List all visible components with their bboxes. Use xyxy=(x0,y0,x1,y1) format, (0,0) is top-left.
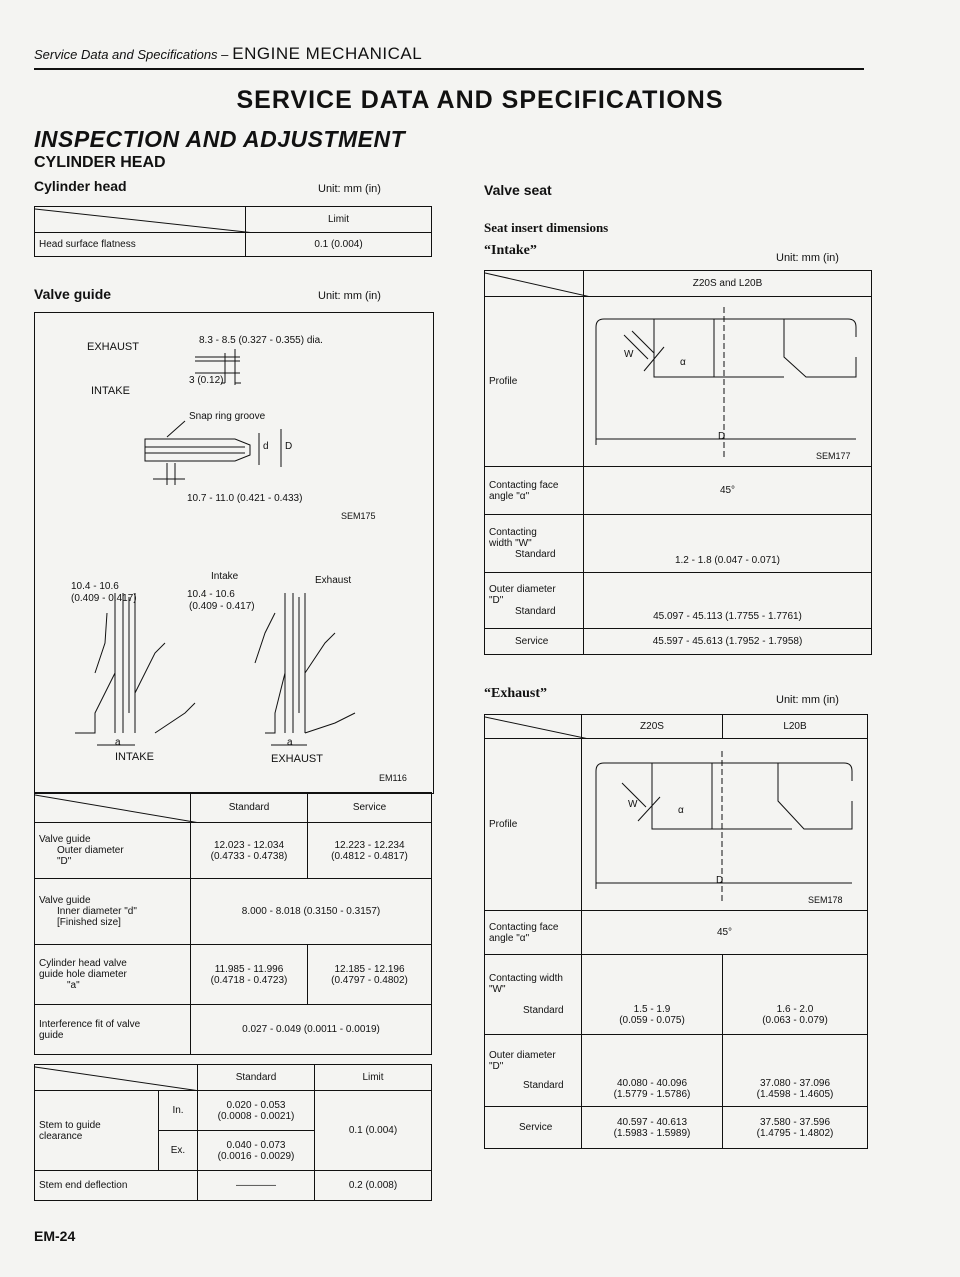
fig2-a-intake: a xyxy=(115,737,121,748)
page-number: EM-24 xyxy=(34,1228,76,1244)
value: (0.0016 - 0.0029) xyxy=(217,1150,295,1162)
fig1-snap: Snap ring groove xyxy=(189,411,266,422)
value: (1.5779 - 1.5786) xyxy=(613,1089,691,1100)
section-heading: INSPECTION AND ADJUSTMENT xyxy=(34,126,406,152)
ex-label: Ex. xyxy=(159,1131,198,1171)
value: 37.580 - 37.596 xyxy=(759,1116,831,1128)
label: Cylinder head valve xyxy=(39,958,127,969)
label: Interference fit of valve xyxy=(39,1018,141,1030)
exhaust-code: SEM178 xyxy=(808,895,843,905)
page-title: SERVICE DATA AND SPECIFICATIONS xyxy=(236,86,724,114)
label: "D" xyxy=(57,856,72,867)
row-inner-diameter xyxy=(35,879,191,945)
intake-label: “Intake” xyxy=(484,243,537,258)
value: (0.4718 - 0.4723) xyxy=(210,974,288,986)
value: (1.5983 - 1.5989) xyxy=(613,1127,691,1139)
outer-svc-z20s xyxy=(582,1107,723,1149)
label: "a" xyxy=(67,980,80,991)
outer-dia-label xyxy=(485,1035,582,1107)
diag-cell xyxy=(35,207,246,233)
col-standard: Standard xyxy=(191,793,308,823)
valve-guide-table xyxy=(34,792,432,1055)
value: 0.040 - 0.073 xyxy=(226,1139,286,1151)
label: Contacting face xyxy=(489,921,559,933)
label: Valve guide xyxy=(39,895,91,906)
row-interference xyxy=(35,1005,191,1055)
fig1-dim-dia: 8.3 - 8.5 (0.327 - 0.355) dia. xyxy=(199,335,323,346)
value: 40.597 - 40.613 xyxy=(616,1116,688,1128)
deflection-std: ———— xyxy=(198,1171,315,1201)
fig1-exhaust: EXHAUST xyxy=(87,341,139,353)
stem-table xyxy=(34,1064,432,1201)
exhaust-seat-table xyxy=(484,714,868,1149)
diag-cell xyxy=(35,793,191,823)
contact-width-l20b xyxy=(723,955,868,1035)
contact-width-value: 1.2 - 1.8 (0.047 - 0.071) xyxy=(584,515,872,573)
valve-seat-label: Valve seat xyxy=(484,182,552,198)
outer-svc xyxy=(308,823,432,879)
fig2-dim-r1: 10.4 - 10.6 xyxy=(187,589,235,600)
value: 12.023 - 12.034 xyxy=(213,839,285,851)
label: Inner diameter "d" xyxy=(57,906,137,917)
outer-dia-label xyxy=(485,573,584,629)
profile-label: Profile xyxy=(485,739,582,911)
cylinder-head-label: Cylinder head xyxy=(34,178,127,194)
value: (0.0008 - 0.0021) xyxy=(217,1110,295,1122)
fig1-dim-len: 10.7 - 11.0 (0.421 - 0.433) xyxy=(187,493,303,504)
contact-face-value: 45° xyxy=(582,911,868,955)
outer-std-l20b xyxy=(723,1035,868,1107)
deflection-limit: 0.2 (0.008) xyxy=(315,1171,432,1201)
label: Contacting xyxy=(489,527,537,538)
label: angle "α" xyxy=(489,490,530,502)
label: guide hole diameter xyxy=(39,969,127,980)
label: [Finished size] xyxy=(57,917,121,928)
intake-W: W xyxy=(624,349,634,360)
value: 12.223 - 12.234 xyxy=(334,839,405,851)
label: Contacting face xyxy=(489,479,559,491)
intake-unit: Unit: mm (in) xyxy=(776,252,839,264)
label: "D" xyxy=(489,1061,504,1072)
fig2-intake: Intake xyxy=(211,571,239,582)
label: Stem to guide xyxy=(39,1119,101,1131)
label: Standard xyxy=(515,549,556,560)
col-z20s-l20b: Z20S and L20B xyxy=(584,271,872,297)
label: Outer diameter xyxy=(489,1050,556,1061)
value: 40.080 - 40.096 xyxy=(616,1078,688,1089)
diag-cell xyxy=(485,715,582,739)
fig2-a-exhaust: a xyxy=(287,737,293,748)
contact-face-value: 45° xyxy=(584,467,872,515)
value: (0.059 - 0.075) xyxy=(619,1015,685,1026)
label: Standard xyxy=(523,1005,564,1016)
in-value xyxy=(198,1091,315,1131)
running-header xyxy=(34,44,422,64)
ex-value xyxy=(198,1131,315,1171)
in-label: In. xyxy=(159,1091,198,1131)
label: Valve guide xyxy=(39,834,91,845)
valve-guide-label: Valve guide xyxy=(34,286,112,302)
outer-svc-l20b xyxy=(723,1107,868,1149)
row-hole-diameter xyxy=(35,945,191,1005)
label: guide xyxy=(39,1029,64,1041)
label: Standard xyxy=(523,1080,564,1091)
fig2-cap-intake: INTAKE xyxy=(115,751,154,763)
diag-cell xyxy=(485,271,584,297)
diag-cell xyxy=(35,1065,198,1091)
label: "W" xyxy=(489,984,506,995)
value: (0.4733 - 0.4738) xyxy=(210,850,288,862)
outer-svc-label: Service xyxy=(485,1107,582,1149)
hole-svc xyxy=(308,945,432,1005)
fig1-d: d xyxy=(263,441,269,452)
outer-std-z20s xyxy=(582,1035,723,1107)
fig2-cap-exhaust: EXHAUST xyxy=(271,753,323,765)
row-value: 0.1 (0.004) xyxy=(246,233,432,257)
intake-profile-cell xyxy=(584,297,872,467)
value: (0.4797 - 0.4802) xyxy=(331,974,408,986)
label: Outer diameter xyxy=(489,584,556,595)
value: 0.020 - 0.053 xyxy=(226,1099,286,1111)
valve-guide-figure-box xyxy=(34,312,434,794)
header-section: ENGINE MECHANICAL xyxy=(232,44,423,63)
stem-limit: 0.1 (0.004) xyxy=(315,1091,432,1171)
value: 11.985 - 11.996 xyxy=(214,963,284,975)
exhaust-alpha: α xyxy=(678,805,684,816)
outer-std xyxy=(191,823,308,879)
label: Contacting width xyxy=(489,973,563,984)
row-label: Head surface flatness xyxy=(35,233,246,257)
value: (0.4812 - 0.4817) xyxy=(331,850,408,862)
intake-seat-table xyxy=(484,270,872,655)
fig2-dim-l1: 10.4 - 10.6 xyxy=(71,581,119,592)
contact-width-label xyxy=(485,515,584,573)
fig2-exhaust: Exhaust xyxy=(315,575,352,586)
profile-label: Profile xyxy=(485,297,584,467)
seat-insert-label: Seat insert dimensions xyxy=(484,220,609,235)
label: width "W" xyxy=(489,538,532,549)
outer-dia-svc: 45.597 - 45.613 (1.7952 - 1.7958) xyxy=(584,629,872,655)
hole-std xyxy=(191,945,308,1005)
value: 12.185 - 12.196 xyxy=(334,963,405,975)
stem-label xyxy=(35,1091,159,1171)
fig1-code: SEM175 xyxy=(341,511,376,521)
value: (0.063 - 0.079) xyxy=(762,1015,828,1026)
value: 37.080 - 37.096 xyxy=(759,1078,831,1089)
col-service: Service xyxy=(308,793,432,823)
col-standard-2: Standard xyxy=(198,1065,315,1091)
cylinder-head-unit: Unit: mm (in) xyxy=(318,183,381,195)
col-limit-2: Limit xyxy=(315,1065,432,1091)
header-prefix: Service Data and Specifications – xyxy=(34,47,229,62)
interference-value: 0.027 - 0.049 (0.0011 - 0.0019) xyxy=(191,1005,432,1055)
fig2-dim-l2: (0.409 - 0.417) xyxy=(71,593,137,604)
exhaust-D: D xyxy=(716,875,724,886)
contact-face-label xyxy=(485,467,584,515)
label: angle "α" xyxy=(489,932,530,944)
exhaust-profile-cell xyxy=(582,739,868,911)
value: 1.6 - 2.0 xyxy=(776,1004,814,1015)
value: 1.5 - 1.9 xyxy=(633,1004,671,1015)
col-l20b: L20B xyxy=(723,715,868,739)
exhaust-unit: Unit: mm (in) xyxy=(776,694,839,706)
contact-width-z20s xyxy=(582,955,723,1035)
outer-dia-svc-label: Service xyxy=(485,629,584,655)
intake-alpha: α xyxy=(680,357,686,368)
contact-width-label xyxy=(485,955,582,1035)
contact-face-label xyxy=(485,911,582,955)
deflection-label: Stem end deflection xyxy=(35,1171,198,1201)
exhaust-label: “Exhaust” xyxy=(484,686,548,701)
inner-value: 8.000 - 8.018 (0.3150 - 0.3157) xyxy=(191,879,432,945)
fig2-code: EM116 xyxy=(379,773,407,783)
label: "D" xyxy=(489,595,504,606)
cylinder-head-table xyxy=(34,206,432,257)
fig1-D: D xyxy=(285,441,293,452)
col-limit: Limit xyxy=(246,207,432,233)
exhaust-W: W xyxy=(628,799,638,810)
label: Outer diameter xyxy=(57,845,124,856)
fig1-intake: INTAKE xyxy=(91,385,130,397)
col-z20s: Z20S xyxy=(582,715,723,739)
sub-heading: CYLINDER HEAD xyxy=(34,154,166,171)
intake-code: SEM177 xyxy=(816,451,851,461)
intake-D: D xyxy=(718,431,726,442)
header-rule xyxy=(34,68,864,70)
outer-dia-std: 45.097 - 45.113 (1.7755 - 1.7761) xyxy=(584,573,872,629)
value: (1.4795 - 1.4802) xyxy=(756,1127,834,1139)
fig1-dim-3: 3 (0.12) xyxy=(189,375,224,386)
fig2-dim-r2: (0.409 - 0.417) xyxy=(189,601,255,612)
label: Standard xyxy=(515,606,556,617)
value: (1.4598 - 1.4605) xyxy=(756,1089,834,1100)
label: clearance xyxy=(39,1130,83,1142)
row-outer-diameter xyxy=(35,823,191,879)
valve-guide-unit: Unit: mm (in) xyxy=(318,290,381,302)
